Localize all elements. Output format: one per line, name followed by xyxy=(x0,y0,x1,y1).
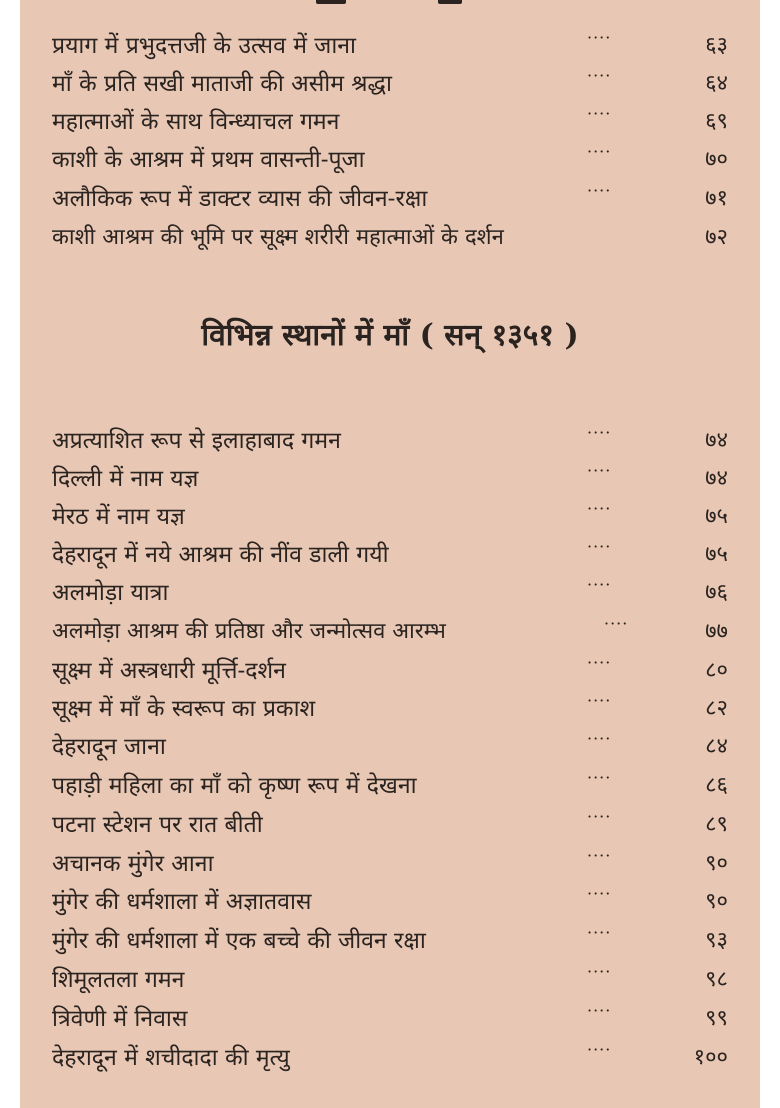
entry-leader: ···· xyxy=(587,461,612,480)
entry-page: ९० xyxy=(705,889,728,914)
toc-entry xyxy=(52,845,728,883)
entry-page: ६४ xyxy=(705,71,728,96)
entry-leader: ···· xyxy=(587,499,612,518)
toc-entry xyxy=(52,652,728,690)
entry-leader: ···· xyxy=(587,884,612,903)
entry-leader: ···· xyxy=(587,846,612,865)
toc-entry xyxy=(52,180,728,218)
entry-leader: ···· xyxy=(587,142,612,161)
entry-page: ७५ xyxy=(705,542,728,567)
entry-page: ७४ xyxy=(705,466,728,491)
entry-title: महात्माओं के साथ विन्ध्याचल गमन xyxy=(52,109,340,135)
entry-leader: ···· xyxy=(587,653,612,672)
entry-leader: ···· xyxy=(587,423,612,442)
entry-page: ८० xyxy=(705,658,728,683)
entry-page: ७० xyxy=(705,147,728,172)
toc-entry xyxy=(52,883,728,921)
entry-title: काशी आश्रम की भूमि पर सूक्ष्म शरीरी महात्माओं के दर्शन xyxy=(52,225,504,250)
entry-page: ६३ xyxy=(705,33,728,58)
entry-leader: ···· xyxy=(587,537,612,556)
toc-entry xyxy=(52,27,728,65)
entry-leader: ···· xyxy=(587,181,612,200)
toc-entry xyxy=(52,422,728,460)
toc-entry xyxy=(52,767,728,805)
entry-page: ८९ xyxy=(705,812,728,837)
toc-entry xyxy=(52,922,728,960)
entry-leader: ···· xyxy=(604,614,629,633)
entry-page: ८४ xyxy=(705,734,728,759)
section-heading: विभिन्न स्थानों में माँ ( सन् १३५१ ) xyxy=(201,318,579,353)
entry-leader: ···· xyxy=(587,66,612,85)
entry-title: प्रयाग में प्रभुदत्तजी के उत्सव में जाना xyxy=(52,33,357,59)
entry-title: काशी के आश्रम में प्रथम वासन्ती-पूजा xyxy=(52,147,365,173)
entry-title: मेरठ में नाम यज्ञ xyxy=(52,504,185,530)
entry-page: ७५ xyxy=(705,504,728,529)
entry-leader: ···· xyxy=(587,104,612,123)
entry-title: त्रिवेणी में निवास xyxy=(52,1006,188,1032)
entry-page: ९९ xyxy=(705,1006,728,1031)
toc-entry xyxy=(52,103,728,141)
entry-title: देहरादून में शचीदादा की मृत्यु xyxy=(52,1045,290,1071)
entry-page: ७४ xyxy=(705,428,728,453)
entry-page: ६९ xyxy=(705,109,728,134)
toc-entry xyxy=(52,1039,728,1077)
entry-leader: ···· xyxy=(587,729,612,748)
toc-entry xyxy=(52,141,728,179)
entry-title: अलमोड़ा यात्रा xyxy=(52,580,169,606)
entry-page: ९८ xyxy=(705,967,728,992)
entry-title: अचानक मुंगेर आना xyxy=(52,851,214,877)
entry-title: पटना स्टेशन पर रात बीती xyxy=(52,812,263,838)
entry-page: ८२ xyxy=(705,696,728,721)
entry-title: मुंगेर की धर्मशाला में एक बच्चे की जीवन रक्षा xyxy=(52,928,426,954)
entry-title: दिल्ली में नाम यज्ञ xyxy=(52,466,199,492)
entry-page: ७२ xyxy=(705,225,728,250)
entry-title: माँ के प्रति सखी माताजी की असीम श्रद्धा xyxy=(52,71,392,97)
entry-page: ९० xyxy=(705,851,728,876)
entry-leader: ···· xyxy=(587,923,612,942)
entry-page: ८६ xyxy=(705,773,728,798)
entry-page: १०० xyxy=(693,1045,728,1070)
entry-leader: ···· xyxy=(587,575,612,594)
entry-page: ७१ xyxy=(705,186,728,211)
toc-entry xyxy=(52,961,728,999)
entry-page: ९३ xyxy=(705,928,728,953)
toc-entry xyxy=(52,690,728,728)
entry-title: सूक्ष्म में माँ के स्वरूप का प्रकाश xyxy=(52,696,316,722)
toc-entry xyxy=(52,498,728,536)
entry-title: देहरादून में नये आश्रम की नींव डाली गयी xyxy=(52,542,389,568)
toc-entry xyxy=(52,460,728,498)
entry-leader: ···· xyxy=(587,691,612,710)
entry-leader: ···· xyxy=(587,807,612,826)
toc-entry xyxy=(52,536,728,574)
entry-title: मुंगेर की धर्मशाला में अज्ञातवास xyxy=(52,889,312,915)
book-page xyxy=(20,0,760,1108)
entry-leader: ···· xyxy=(587,1040,612,1059)
entry-leader: ···· xyxy=(587,962,612,981)
toc-entry xyxy=(52,1000,728,1038)
entry-title: अलमोड़ा आश्रम की प्रतिष्ठा और जन्मोत्सव आरम्भ xyxy=(52,619,446,644)
entry-title: अलौकिक रूप में डाक्टर व्यास की जीवन-रक्षा xyxy=(52,186,428,212)
toc-entry xyxy=(52,613,728,651)
entry-leader: ···· xyxy=(587,1001,612,1020)
toc-entry xyxy=(52,806,728,844)
entry-leader: ···· xyxy=(587,28,612,47)
entry-title: शिमूलतला गमन xyxy=(52,967,185,993)
entry-title: पहाड़ी महिला का माँ को कृष्ण रूप में देखना xyxy=(52,773,417,799)
toc-entry xyxy=(52,728,728,766)
entry-page: ७७ xyxy=(705,619,728,644)
top-decoration xyxy=(316,0,346,4)
toc-entry xyxy=(52,65,728,103)
top-decoration xyxy=(438,0,462,4)
entry-leader: ···· xyxy=(587,768,612,787)
toc-entry xyxy=(52,574,728,612)
entry-title: अप्रत्याशित रूप से इलाहाबाद गमन xyxy=(52,428,341,454)
toc-entry xyxy=(52,219,728,257)
entry-title: देहरादून जाना xyxy=(52,734,166,760)
entry-title: सूक्ष्म में अस्त्रधारी मूर्त्ति-दर्शन xyxy=(52,658,286,684)
entry-page: ७६ xyxy=(705,580,728,605)
